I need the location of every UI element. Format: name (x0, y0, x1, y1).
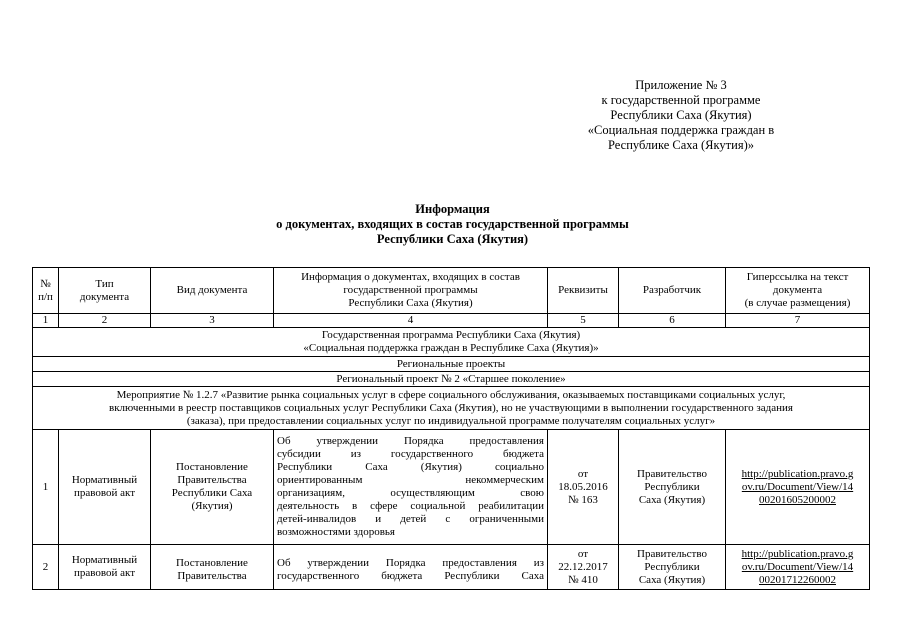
column-number: 3 (151, 314, 274, 328)
measure-text: Мероприятие № 1.2.7 «Развитие рынка социальных услуг в сфере социального обслуживания, оказываемых поставщиками социальных услуг, включенными в реестр поставщиков социальных услуг Республики Саха (Якутия), но не участвующими в выполнении государственного задания (заказа), при предоставлении социальных услуг по индивидуальной программе получателям социальных услуг» (33, 387, 870, 430)
column-number: 2 (59, 314, 151, 328)
header-developer: Разработчик (619, 268, 726, 314)
row-developer: Правительство Республики Саха (Якутия) (619, 430, 726, 545)
header-row (33, 268, 870, 314)
column-number: 1 (33, 314, 59, 328)
row-requisites: от 22.12.2017 № 410 (548, 545, 619, 590)
regional-projects-label: Региональные проекты (33, 357, 870, 372)
header-kind: Вид документа (151, 268, 274, 314)
row-kind: Постановление Правительства Республики Саха (Якутия) (151, 430, 274, 545)
header-num: № п/п (33, 268, 59, 314)
header-link: Гиперссылка на текст документа (в случае размещения) (726, 268, 870, 314)
appendix-line: Республике Саха (Якутия)» (608, 138, 754, 152)
row-requisites: от 18.05.2016 № 163 (548, 430, 619, 545)
row-num: 1 (33, 430, 59, 545)
appendix-note (556, 78, 806, 153)
title-line: Информация (415, 202, 490, 216)
row-developer: Правительство Республики Саха (Якутия) (619, 545, 726, 590)
measure-row (33, 387, 870, 430)
row-doc-type: Нормативный правовой акт (59, 430, 151, 545)
program-name: Государственная программа Республики Саха (Якутия) «Социальная поддержка граждан в Республике Саха (Якутия)» (33, 328, 870, 357)
title-line: Республики Саха (Якутия) (376, 232, 529, 246)
column-number: 7 (726, 314, 870, 328)
row-num: 2 (33, 545, 59, 590)
title-line: о документах, входящих в состав государственной программы (276, 217, 629, 231)
column-number: 6 (619, 314, 726, 328)
row-link[interactable]: http://publication.pravo.g ov.ru/Document/View/14 00201712260002 (726, 545, 870, 590)
appendix-line: Республики Саха (Якутия) (610, 108, 752, 122)
regional-project-label: Региональный проект № 2 «Старшее поколение» (33, 372, 870, 387)
row-link[interactable]: http://publication.pravo.g ov.ru/Document/View/14 00201605200002 (726, 430, 870, 545)
appendix-line: к государственной программе (601, 93, 761, 107)
row-kind: Постановление Правительства (151, 545, 274, 590)
row-info: Об утверждении Порядка предоставления субсидии из государственного бюджета Республики Саха (Якутия) социально ориентированным некоммерческим организациям, осуществляющим свою деятельность в сфере социальной реабилитации детей-инвалидов и детей с ограниченными возможностями здоровья (274, 430, 548, 545)
regional-projects-row (33, 357, 870, 372)
table-row (33, 545, 870, 590)
table-row (33, 430, 870, 545)
row-info: Об утверждении Порядка предоставления из государственного бюджета Республики Саха (274, 545, 548, 590)
column-number: 4 (274, 314, 548, 328)
header-requisites: Реквизиты (548, 268, 619, 314)
row-doc-type: Нормативный правовой акт (59, 545, 151, 590)
column-number: 5 (548, 314, 619, 328)
program-row (33, 328, 870, 357)
appendix-line: Приложение № 3 (635, 78, 727, 92)
column-numbers-row (33, 314, 870, 328)
header-doc-type: Тип документа (59, 268, 151, 314)
header-info: Информация о документах, входящих в состав государственной программы Республики Саха (Якутия) (274, 268, 548, 314)
regional-project-row (33, 372, 870, 387)
appendix-line: «Социальная поддержка граждан в (587, 123, 775, 137)
documents-table (32, 267, 870, 590)
document-title (200, 202, 705, 247)
